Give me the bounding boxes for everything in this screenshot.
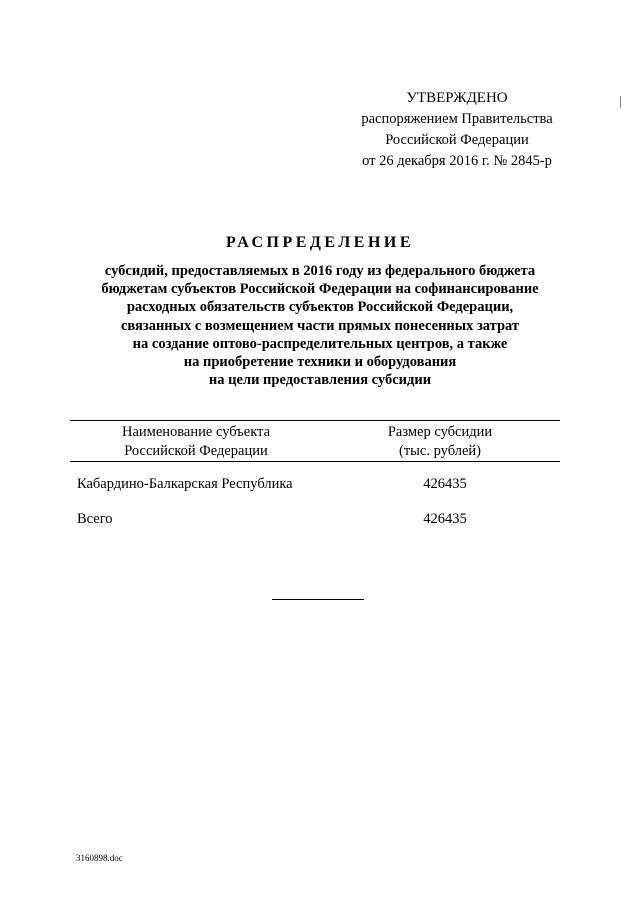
document-heading: РАСПРЕДЕЛЕНИЕ: [225, 234, 415, 251]
approval-title: УТВЕРЖДЕНО: [406, 90, 508, 106]
column-header-amount: [370, 423, 510, 461]
subtitle-line: на создание оптово-распределительных центров, а также: [132, 335, 508, 352]
subtitle-line: бюджетам субъектов Российской Федерации на софинансирование: [101, 281, 539, 298]
table-row-label: Кабардино-Балкарская Республика: [77, 476, 293, 492]
header-line: Размер субсидии: [387, 424, 493, 440]
table-header-rule: [70, 461, 560, 462]
subtitle-line: на приобретение техники и оборудования: [183, 354, 457, 371]
subtitle-line: расходных обязательств субъектов Российской Федерации,: [126, 299, 514, 316]
header-line: Наименование субъекта: [121, 424, 271, 440]
subtitle-line: связанных с возмещением части прямых понесенных затрат: [120, 317, 520, 334]
subtitle-line: субсидий, предоставляемых в 2016 году из федерального бюджета: [104, 263, 536, 279]
file-code: 3160898.doc: [76, 853, 123, 863]
table-top-rule: [70, 420, 560, 421]
margin-mark: [620, 96, 621, 108]
approval-line: Российской Федерации: [385, 132, 529, 148]
approval-line: распоряжением Правительства: [361, 111, 553, 127]
table-row-value: 426435: [423, 476, 467, 492]
approval-block: [338, 88, 576, 172]
header-line: Российской Федерации: [124, 443, 268, 459]
table-total-value: 426435: [423, 511, 467, 527]
end-of-document-rule: [272, 599, 364, 600]
column-header-subject: [96, 423, 296, 461]
header-line: (тыс. рублей): [399, 443, 481, 459]
table-total-label: Всего: [77, 511, 113, 527]
approval-date-number: от 26 декабря 2016 г. № 2845-р: [362, 153, 552, 169]
subtitle-line: на цели предоставления субсидии: [208, 372, 432, 389]
document-subtitle: [70, 262, 570, 389]
